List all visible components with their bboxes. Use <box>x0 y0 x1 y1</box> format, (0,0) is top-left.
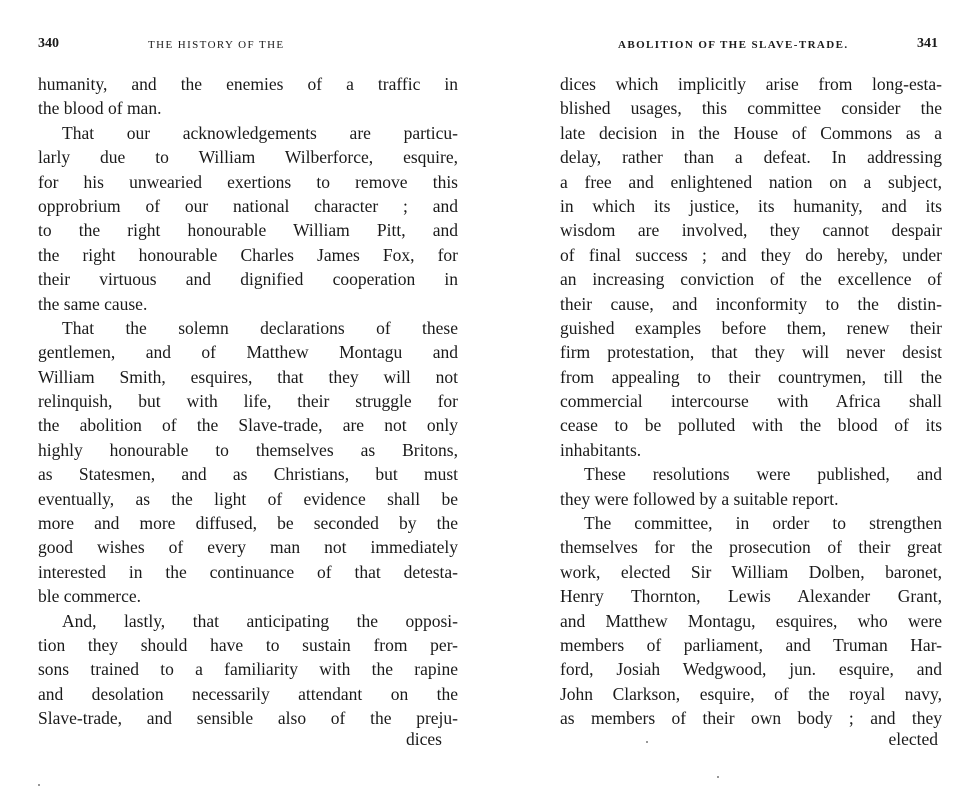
right-page-header <box>560 38 942 58</box>
text-line: of final success ; and they do hereby, under <box>560 244 942 265</box>
text-line: an increasing conviction of the excellence of <box>560 269 942 290</box>
text-line: Slave-trade, and sensible also of the preju- <box>38 708 458 729</box>
text-line: from appealing to their countrymen, till the <box>560 366 942 387</box>
text-line: dices which implicitly arise from long-esta- <box>560 74 942 94</box>
text-line: John Clarkson, esquire, of the royal navy, <box>560 683 942 704</box>
text-line: larly due to William Wilberforce, esquire, <box>38 147 458 168</box>
text-line: That our acknowledgements are particu- <box>62 122 458 143</box>
text-line: for his unwearied exertions to remove this <box>38 171 458 192</box>
text-line: the blood of man. <box>38 98 162 119</box>
text-line: guished examples before them, renew their <box>560 317 942 338</box>
text-line: opprobrium of our national character ; and <box>38 195 458 216</box>
text-line: wisdom are involved, they cannot despair <box>560 220 942 241</box>
text-line: good wishes of every man not immediately <box>38 537 458 558</box>
text-line: William Smith, esquires, that they will not <box>38 366 458 387</box>
running-title: THE HISTORY OF THE <box>148 39 285 51</box>
text-line: and Matthew Montagu, esquires, who were <box>560 610 942 631</box>
text-line: as Statesmen, and as Christians, but must <box>38 464 458 485</box>
text-line: and desolation necessarily attendant on the <box>38 683 458 704</box>
text-line: sons trained to a familiarity with the rapine <box>38 659 458 680</box>
text-line: The committee, in order to strengthen <box>584 513 942 534</box>
text-line: the right honourable Charles James Fox, for <box>38 244 458 265</box>
left-page-header <box>38 38 458 58</box>
paper-speck <box>717 776 719 778</box>
paper-speck <box>38 784 40 786</box>
text-line: commercial intercourse with Africa shall <box>560 391 942 412</box>
text-line: And, lastly, that anticipating the opposi- <box>62 610 458 631</box>
text-line: late decision in the House of Commons as a <box>560 122 942 143</box>
text-line: work, elected Sir William Dolben, baronet, <box>560 561 942 582</box>
page-number: 340 <box>38 36 59 51</box>
text-line: cease to be polluted with the blood of its <box>560 415 942 436</box>
text-line: more and more diffused, be seconded by the <box>38 513 458 534</box>
text-line: eventually, as the light of evidence shall be <box>38 488 458 509</box>
text-line: a free and enlightened nation on a subject, <box>560 171 942 192</box>
text-line: ble commerce. <box>38 586 142 607</box>
text-line: blished usages, this committee consider the <box>560 98 942 119</box>
text-line: they were followed by a suitable report. <box>560 488 839 509</box>
text-line: These resolutions were published, and <box>584 464 942 485</box>
text-line: ford, Josiah Wedgwood, jun. esquire, and <box>560 659 942 680</box>
text-line: as members of their own body ; and they <box>560 708 942 729</box>
text-line: members of parliament, and Truman Har- <box>560 634 942 655</box>
left-page-body <box>38 72 458 731</box>
text-line: highly honourable to themselves as Britons, <box>38 439 458 460</box>
text-line: tion they should have to sustain from per- <box>38 634 458 655</box>
running-title: ABOLITION OF THE SLAVE-TRADE. <box>618 39 849 51</box>
text-line: Henry Thornton, Lewis Alexander Grant, <box>560 586 942 607</box>
text-line: to the right honourable William Pitt, and <box>38 220 458 241</box>
text-line: inhabitants. <box>560 439 642 460</box>
text-line: gentlemen, and of Matthew Montagu and <box>38 342 458 363</box>
right-page-body <box>560 72 942 731</box>
catchword: dices <box>406 729 442 749</box>
text-line: their virtuous and dignified cooperation in <box>38 269 458 290</box>
text-line: the abolition of the Slave-trade, are not only <box>38 415 458 436</box>
text-line: interested in the continuance of that detesta- <box>38 561 458 582</box>
text-line: humanity, and the enemies of a traffic in <box>38 74 458 94</box>
text-line: in which its justice, its humanity, and its <box>560 195 942 216</box>
catchword: elected <box>888 729 938 749</box>
text-line: relinquish, but with life, their struggle for <box>38 391 458 412</box>
text-line: That the solemn declarations of these <box>62 317 458 338</box>
paper-speck <box>646 741 648 743</box>
text-line: themselves for the prosecution of their great <box>560 537 942 558</box>
text-line: the same cause. <box>38 293 148 314</box>
text-line: firm protestation, that they will never desist <box>560 342 942 363</box>
text-line: delay, rather than a defeat. In addressing <box>560 147 942 168</box>
page-number: 341 <box>917 36 938 51</box>
text-line: their cause, and inconformity to the distin- <box>560 293 942 314</box>
